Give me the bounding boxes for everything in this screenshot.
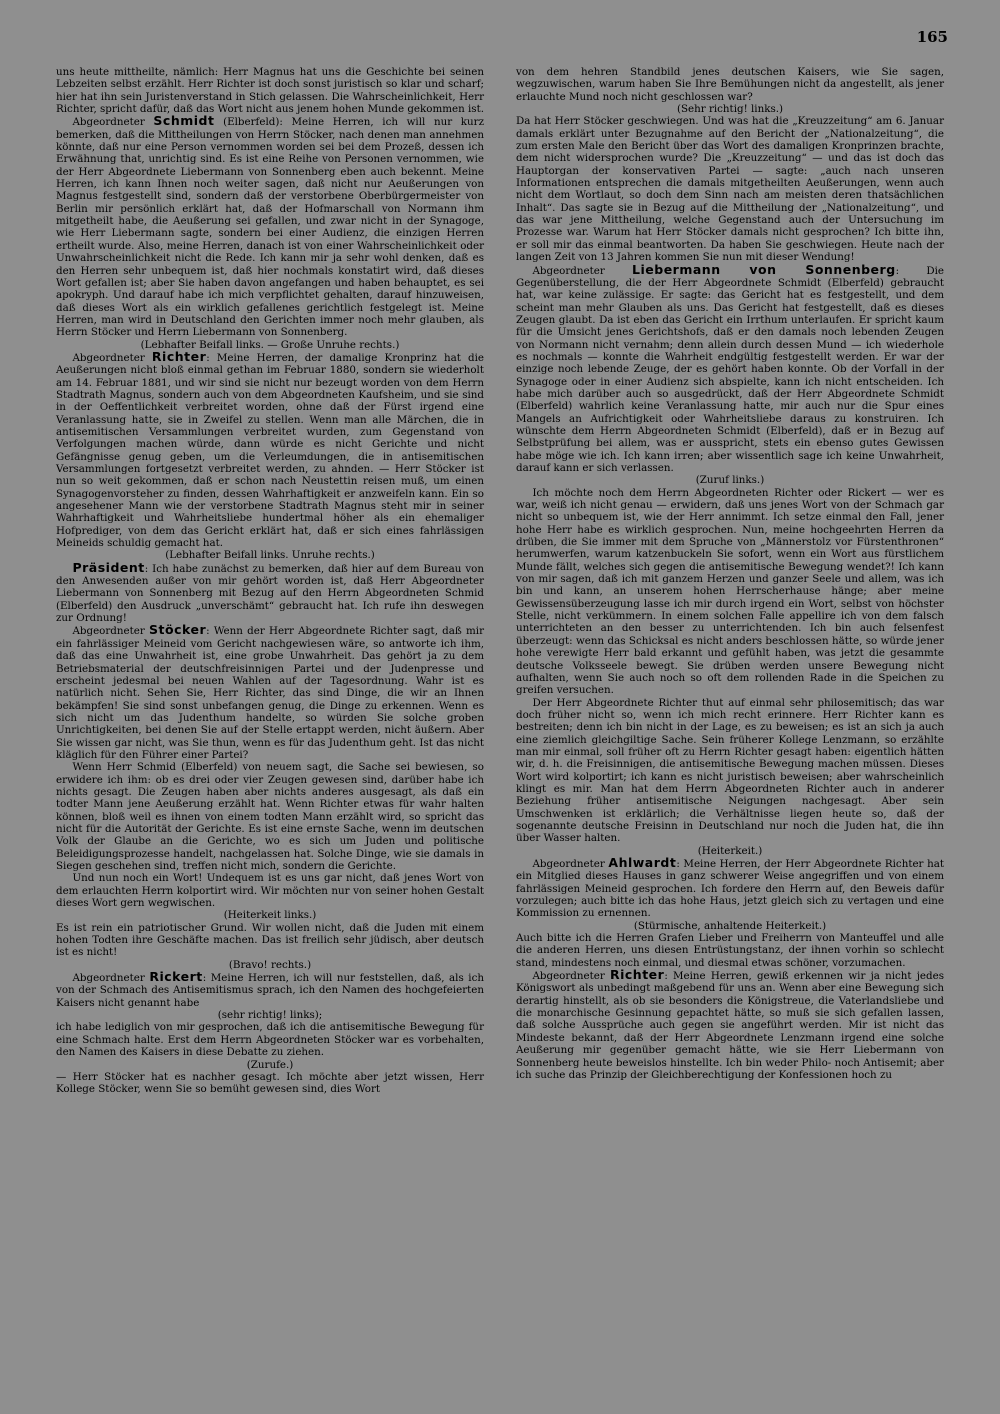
paragraph: Da hat Herr Stöcker geschwiegen. Und was hat die „Kreuzzeitung“ am 6. Januar damals erklärt unter Bezugnahme auf den Bericht der „Nationalzeitung“, die zum ersten Male den Bericht über das Wort des damaligen Kronprinzen brachte, dem nicht widersprochen wurde? Die „Kreuzzeitung“ — und das ist doch das Hauptorgan der konservativen Partei — sagte: „auch nach unseren Informationen entsprechen die damals mitgetheilten Aeußerungen, wenn auch nicht dem Wortlaut, so doch dem Sinn nach am meisten deren thatsächlichen Inhalt“. Das sagte sie in Bezug auf die Mittheilung der „Nationalzeitung“, und das war jene Mittheilung, welche Gegenstand auch der Untersuchung im Prozesse war. Warum hat Herr Stöcker damals nicht gesprochen? Ich bitte ihn, er soll mir das einmal beantworten. Da haben Sie geschwiegen. Heute nach der langen Zeit von 13 Jahren kommen Sie nun mit dieser Wendung!	[516, 115, 944, 264]
speech-text: : Die Gegenüberstellung, die der Herr Abgeordnete Schmidt (Elberfeld) gebraucht hat, war keine zulässige. Er sagte: das Gericht hat es festgestellt, und dem scheint man mehr Glauben als uns. Das Gericht hat festgestellt, daß es dieses Zeugen glaubt. Da ist eben das Gericht ein Irrthum unterlaufen. Er spricht kaum für die Umsicht jenes Gerichtshofs, daß er den damals noch lebenden Zeugen von Normann nicht vernahm; denn allein durch dessen Mund — ich wiederhole es nochmals — konnte die Wahrheit endgültig festgestellt werden. Er war der einzige noch lebende Zeuge, der es gehört haben konnte. Ob der Vorfall in der Synagoge oder in einer Audienz sich abspielte, kann ich nicht entscheiden. Ich habe mich darüber auch so ausgedrückt, daß der Herr Abgeordnete Schmidt (Elberfeld) wahrlich keine Veranlassung hatte, mir auch nur die Spur eines Mangels an Aufrichtigkeit oder Wahrheitsliebe daraus zu konstruiren. Ich wünschte dem Herrn Abgeordneten Schmidt (Elberfeld), daß er in Bezug auf Selbstprüfung bei allem, was er ausspricht, stets ein ebenso gutes Gewissen habe möge wie ich. Ich kann irren; aber wissentlich sage ich keine Unwahrheit, darauf kann er sich verlassen.	[516, 264, 944, 474]
speaker-name: Präsident	[72, 559, 145, 575]
speech-paragraph	[56, 559, 484, 625]
speech-text: : Ich habe zunächst zu bemerken, daß hier auf dem Bureau von den Anwesenden außer von mir gehört worden ist, daß Herr Abgeordneter Liebermann von Sonnenberg mit Bezug auf den Herrn Abgeordneten Schmid (Elberfeld) den Ausdruck „unverschämt“ gebraucht hat. Ich rufe ihn deswegen zur Ordnung!	[56, 562, 484, 625]
speaker-name: Stöcker	[149, 622, 207, 638]
stage-direction: (Zurufe.)	[246, 1058, 294, 1071]
paragraph: Der Herr Abgeordnete Richter thut auf einmal sehr philosemitisch; das war doch früher nicht so, wenn ich mich recht erinnere. Herr Richter kann es bestreiten; denn ich bin nicht in der Lage, es zu beweisen; es ist an sich ja auch eine ziemlich gleichgiltige Sache. Sein früherer Kollege Lenzmann, so erzählte man mir einmal, soll früher oft zu Herrn Richter gesagt haben: eigentlich hätten wir, d. h. die Freisinnigen, die antisemitische Bewegung machen müssen. Dieses Wort wird kolportirt; ich kann es nicht juristisch beweisen; aber wahrscheinlich klingt es mir. Man hat dem Herrn Abgeordneten Richter auch in anderer Beziehung früher antisemitische Neigungen nachgesagt. Aber sein Umschwenken ist erklärlich; die Verhältnisse liegen heute so, daß der sogenannte deutsche Freisinn in Deutschland nur noch die Juden hat, die ihn über Wasser halten.	[516, 696, 944, 845]
paragraph: Wenn Herr Schmid (Elberfeld) von neuem sagt, die Sache sei bewiesen, so erwidere ich ihm: ob es drei oder vier Zeugen gewesen sind, darüber habe ich nichts gesagt. Die Zeugen haben aber nichts anderes ausgesagt, als daß ein todter Mann jene Aeußerung erzählt hat. Wenn Richter etwas für wahr halten können, bloß weil es ihnen von einem todten Mann erzählt wird, so spricht das nicht für die Autorität der Gerichte. Es ist eine ernste Sache, wenn im deutschen Volk der Glaube an die Gerichte, wo es sich um Juden und politische Beleidigungsprozesse handelt, nachgelassen hat. Solche Dinge, wie sie damals in Siegen geschehen sind, treffen nicht mich, sondern die Gerichte.	[56, 761, 484, 872]
speaker-prefix: Abgeordneter	[72, 972, 145, 985]
speech-text: (Elberfeld): Meine Herren, ich will nur kurz bemerken, daß die Mittheilungen von Herrn Stöcker, nach denen man annehmen könnte, daß nur eine Person vernommen worden sei bei dem Prozeß, dessen ich Erwähnung that, unrichtig sind. Es ist eine Reihe von Personen vernommen, wie der Herr Abgeordnete Liebermann von Sonnenberg eben auch bekennt. Meine Herren, ich kann Ihnen noch weiter sagen, daß nicht nur Aeußerungen von Magnus festgestellt sind, sondern daß der verstorbene Oberbürgermeister von Berlin mir persönlich erklärt hat, daß der Hofmarschall von Normann ihm mitgetheilt habe, die Aeußerung sei gefallen, und zwar nicht in der Synagoge, wie Herr Liebermann sagte, sondern bei einer Audienz, die einzigen Herren ertheilt wurde. Also, meine Herren, danach ist von einer Wahrscheinlichkeit oder Unwahrscheinlichkeit nicht die Rede. Ich kann mir ja sehr wohl denken, daß es den Herren sehr unbequem ist, daß hier nochmals konstatirt wird, daß dieses Wort gefallen ist; aber Sie haben davon angefangen und haben behauptet, es sei apokryph. Und darauf habe ich mich verpflichtet gehalten, darauf hinzuweisen, daß dieses Wort als ein wirklich gefallenes gerichtlich festgelegt ist. Meine Herren, man wird in Deutschland den Gerichten immer noch mehr glauben, als Herrn Stöcker und Herrn Liebermann von Sonnenberg.	[56, 116, 484, 339]
stage-direction: (Heiterkeit links.)	[223, 909, 317, 922]
speech-paragraph	[516, 969, 944, 1081]
speech-paragraph	[56, 624, 484, 761]
paragraph: von dem hehren Standbild jenes deutschen Kaisers, wie Sie sagen, wegzuwischen, warum haben Sie Ihre Bemühungen nicht da angestellt, als jener erlauchte Mund noch nicht geschlossen war?	[516, 66, 944, 103]
paragraph: uns heute mittheilte, nämlich: Herr Magnus hat uns die Geschichte bei seinen Lebzeiten selbst erzählt. Herr Richter ist doch sonst juristisch so klar und scharf; hier hat ihn sein Juristenverstand in Stich gelassen. Die Wahrscheinlichkeit, Herr Richter, spricht dafür, daß das Wort nicht aus jenem hohen Munde gekommen ist.	[56, 66, 484, 116]
speech-text: : Meine Herren, der Herr Abgeordnete Richter hat ein Mitglied dieses Hauses in ganz schwerer Weise angegriffen und von einem fahrlässigen Meineid gesprochen. Ich fordere den Herrn auf, den Beweis dafür vorzulegen; auch bitte ich das hohe Haus, jetzt gleich sich zu vertagen und eine Kommission zu ernennen.	[516, 858, 944, 920]
stage-direction: (Zuruf links.)	[695, 474, 765, 487]
speaker-prefix: Abgeordneter	[72, 625, 145, 638]
paragraph: ich habe lediglich von mir gesprochen, daß ich die antisemitische Bewegung für eine Schmach halte. Erst dem Herrn Abgeordneten Stöcker war es vorbehalten, den Namen des Kaisers in diese Debatte zu ziehen.	[56, 1021, 484, 1059]
page-number: 165	[916, 28, 948, 46]
speaker-prefix: Abgeordneter	[72, 351, 145, 364]
paragraph: Ich möchte noch dem Herrn Abgeordneten Richter oder Rickert — wer es war, weiß ich nicht genau — erwidern, daß uns jenes Wort von der Schmach gar nicht so unbequem ist, wie der Herr annimmt. Ich setze einmal den Fall, jener hohe Herr habe es wirklich gesprochen. Nun, meine hochgeehrten Herren da drüben, die Sie immer mit dem Spruche von „Männerstolz vor Fürstenthronen“ herumwerfen, warum katzenbuckeln Sie sofort, wenn ein Wort aus fürstlichem Munde fällt, welches sich gegen die antisemitische Bewegung wendet?! Ich kann von mir sagen, daß ich mit ganzem Herzen und ganzer Seele und allem, was ich bin und kann, an unserem hohen Herrscherhause hänge; aber meine Gewissensüberzeugung lasse ich mir durch irgend ein Wort, selbst von höchster Stelle, nicht verkümmern. In einem solchen Falle appellire ich von dem falsch unterrichteten an den besser zu unterrichtenden. Ich bin auch felsenfest überzeugt: wenn das Schicksal es nicht anders beschlossen hätte, so würde jener hohe verewigte Herr bald erkannt und gefühlt haben, was jetzt die gesammte deutsche Volksseele bewegt. Sie drüben werden unsere Bewegung nicht aufhalten, wenn Sie auch noch so oft dem rollenden Rade in die Speichen zu greifen versuchen.	[516, 486, 944, 697]
paragraph: Es ist rein ein patriotischer Grund. Wir wollen nicht, daß die Juden mit einem hohen Todten ihre Geschäfte machen. Das ist freilich sehr jüdisch, aber deutsch ist es nicht!	[56, 921, 484, 959]
left-column	[56, 66, 484, 1096]
speech-paragraph	[516, 261, 944, 475]
speaker-name: Rickert	[149, 969, 203, 985]
speaker-name: Ahlwardt	[608, 855, 677, 870]
stage-direction: (Lebhafter Beifall links. — Große Unruhe rechts.)	[140, 338, 400, 351]
speech-text: : Meine Herren, gewiß erkennen wir ja nicht jedes Königswort als unbedingt maßgebend für uns an. Wenn aber eine Bewegung sich derartig hinstellt, als ob sie besonders die Königstreue, die Vaterlandsliebe und die monarchische Gesinnung gepachtet hätte, so muß sie sich gefallen lassen, daß solche Aussprüche auch gegen sie angeführt werden. Mir ist nicht das Mindeste bekannt, daß der Herr Abgeordnete Lenzmann irgend eine solche Aeußerung mir gegenüber gemacht hätte, wie sie Herr Liebermann von Sonnenberg heute beweislos hinstellte. Ich bin weder Philo- noch Antisemit; aber ich suche das Prinzip der Gleichberechtigung der Konfessionen hoch zu	[516, 970, 944, 1081]
speaker-prefix: Abgeordneter	[532, 858, 605, 870]
stage-direction: (Lebhafter Beifall links. Unruhe rechts.)	[165, 549, 375, 562]
stage-direction: (sehr richtig! links);	[217, 1009, 323, 1022]
right-column	[516, 66, 944, 1081]
stage-direction: (Sehr richtig! links.)	[676, 103, 784, 116]
paragraph: Und nun noch ein Wort! Undequem ist es uns gar nicht, daß jenes Wort von dem erlauchten Herrn kolportirt wird. Wir möchten nur von seiner hohen Gestalt dieses Wort gern wegwischen.	[56, 872, 484, 910]
speech-text: : Meine Herren, ich will nur feststellen, daß, als ich von der Schmach des Antisemitismus sprach, ich den Namen des hochgefeierten Kaisers nicht genannt habe	[56, 972, 484, 1009]
speech-paragraph	[56, 115, 484, 338]
speaker-name: Liebermann von Sonnenberg	[632, 261, 896, 277]
speech-paragraph	[516, 857, 944, 920]
stage-direction: (Heiterkeit.)	[697, 844, 763, 857]
speech-paragraph	[56, 971, 484, 1009]
speaker-name: Richter	[609, 967, 665, 983]
paragraph: Auch bitte ich die Herren Grafen Lieber und Freiherrn von Manteuffel und alle die anderen Herren, uns diesen Entrüstungstanz, der ihnen vorhin so schlecht stand, mindestens noch einmal, und diesmal etwas schöner, vorzumachen.	[516, 932, 944, 969]
speaker-name: Schmidt	[153, 113, 215, 129]
speech-paragraph	[56, 348, 484, 550]
paragraph: — Herr Stöcker hat es nachher gesagt. Ich möchte aber jetzt wissen, Herr Kollege Stöcker, wenn Sie so bemüht gewesen sind, dies Wort	[56, 1070, 484, 1096]
stage-direction: (Stürmische, anhaltende Heiterkeit.)	[633, 919, 827, 932]
speaker-prefix: Abgeordneter	[532, 970, 605, 983]
speech-text: : Wenn der Herr Abgeordnete Richter sagt, daß mir ein fahrlässiger Meineid vom Gericht nachgewiesen wäre, so antworte ich ihm, daß das eine Unwahrheit ist, eine grobe Unwahrheit. Das gehört ja zu dem Betriebsmaterial der deutschfreisinnigen Partei und der Judenpresse und erscheint jedesmal bei neuen Wahlen auf der Tagesordnung. Wahr ist es natürlich nicht. Sehen Sie, Herr Richter, das sind Dinge, die wir an Ihnen bekämpfen! Sie sind sonst unbefangen genug, die Dinge zu erkennen. Wenn es sich nicht um das Judenthum handelte, so würden Sie solche groben Unrichtigkeiten, bei denen Sie auf der Stelle ertappt werden, nicht äußern. Aber Sie wissen gar nicht, was Sie thun, wenn es für das Judenthum geht. Ist das nicht kläglich für den Führer einer Partei?	[56, 625, 484, 761]
speaker-prefix: Abgeordneter	[72, 116, 145, 129]
stage-direction: (Bravo! rechts.)	[228, 958, 312, 971]
speaker-name: Richter	[151, 348, 207, 364]
speaker-prefix: Abgeordneter	[532, 264, 605, 277]
speech-text: : Meine Herren, der damalige Kronprinz hat die Aeußerungen nicht bloß einmal gethan im Februar 1880, sondern sie wiederholt am 14. Februar 1881, und wir sind sie nicht nur bezeugt worden von dem Herrn Stadtrath Magnus, sondern auch von dem Abgeordneten Kaufsheim, und sie sind in der Oeffentlichkeit verbreitet worden, ohne daß der Fürst irgend eine Veranlassung hatte, sie in Zweifel zu stellen. Wenn man alle Märchen, die in antisemitischen Versammlungen verbreitet wurden, zum Gegenstand von Verfolgungen machen würde, dann würde es nicht Gerichte und nicht Gefängnisse genug geben, um die Verleumdungen, die in antisemitischen Versammlungen fortgesetzt verbreitet werden, zu ahnden. — Herr Stöcker ist nun so weit gekommen, daß er schon nach Neustettin reisen muß, um einen Synagogenvorsteher zu finden, dessen Wahrhaftigkeit er anzweifeln kann. Ein so angesehener Mann wie der verstorbene Stadtrath Magnus steht mir in seiner Wahrhaftigkeit und Wahrheitsliebe hundertmal höher als ein ehemaliger Hofprediger, von dem das Gericht erklärt hat, daß er sich eines fahrlässigen Meineids schuldig gemacht hat.	[56, 351, 484, 550]
